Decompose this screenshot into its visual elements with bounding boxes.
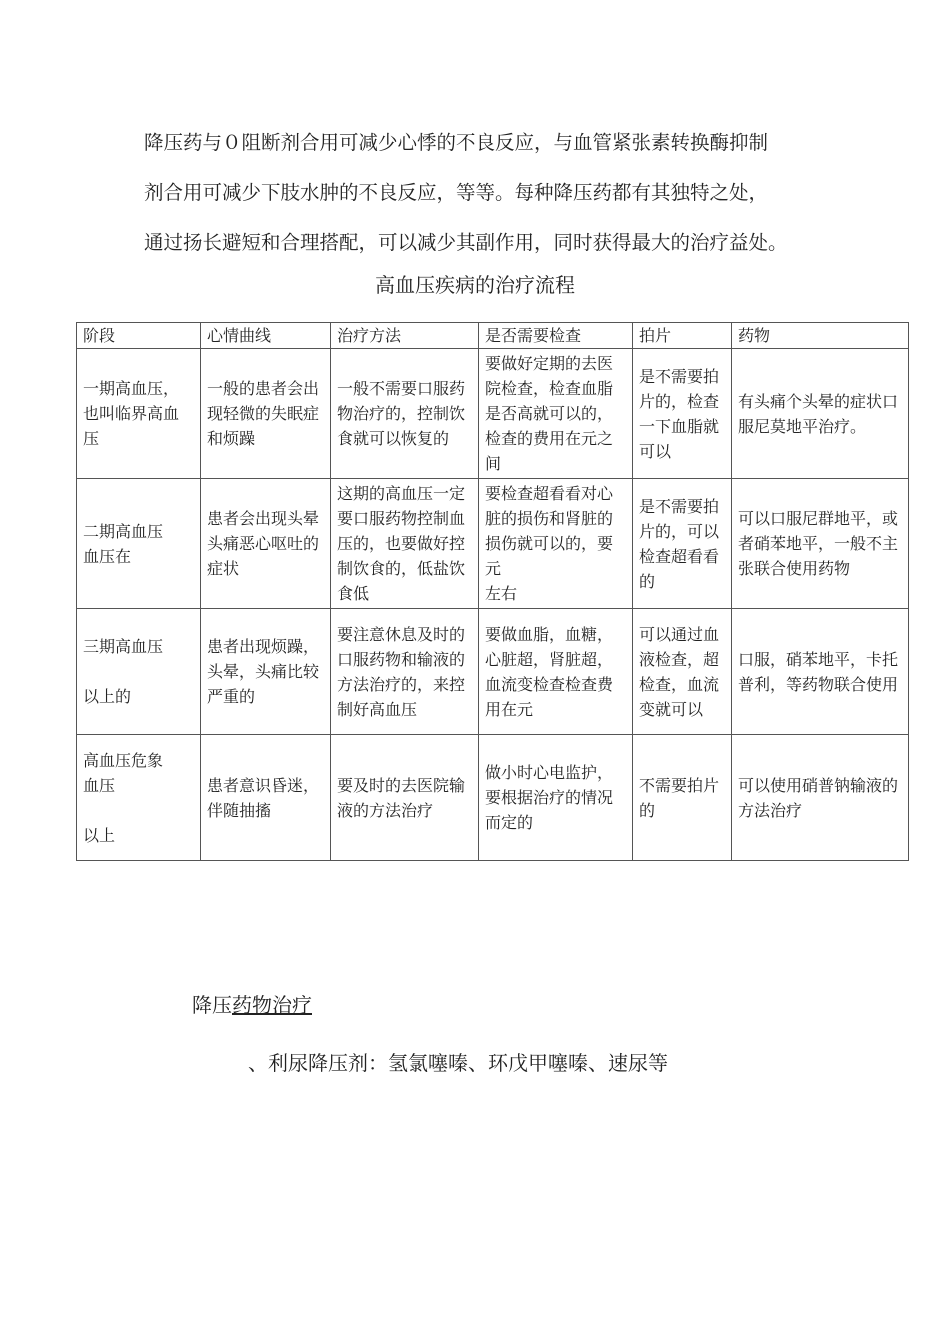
header-cell-medication: 药物: [732, 323, 909, 349]
section-heading-underlined: 药物治疗: [232, 993, 312, 1017]
section-heading-prefix: 降压: [192, 993, 232, 1017]
table-cell: 口服，硝苯地平，卡托普利，等药物联合使用: [732, 609, 909, 735]
table-cell: 二期高血压 血压在: [77, 479, 201, 609]
table-cell: 有头痛个头晕的症状口服尼莫地平治疗。: [732, 349, 909, 479]
table-header-row: [77, 323, 909, 349]
table-cell: 一般的患者会出现轻微的失眠症和烦躁: [201, 349, 331, 479]
treatment-flow-table: [76, 322, 909, 861]
table-row: [77, 349, 909, 479]
table-cell: 患者意识昏迷，伴随抽搐: [201, 735, 331, 861]
table-cell: 要做好定期的去医院检查，检查血脂是否高就可以的，检查的费用在元之间: [479, 349, 633, 479]
list-item: 、利尿降压剂：氢氯噻嗪、环戊甲噻嗪、速尿等: [248, 1051, 668, 1075]
table-title: 高血压疾病的治疗流程: [375, 273, 575, 297]
table-cell: 这期的高血压一定要口服药物控制血压的，也要做好控制饮食的，低盐饮食低: [331, 479, 479, 609]
table-cell: 可以口服尼群地平，或者硝苯地平，一般不主张联合使用药物: [732, 479, 909, 609]
table-cell: 不需要拍片的: [633, 735, 732, 861]
intro-line: 通过扬长避短和合理搭配，可以减少其副作用，同时获得最大的治疗益处。: [144, 231, 788, 254]
table-cell: 可以通过血液检查，超检查，血流变就可以: [633, 609, 732, 735]
table-cell: 一期高血压，也叫临界高血压: [77, 349, 201, 479]
header-cell-stage: 阶段: [77, 323, 201, 349]
header-cell-treatment: 治疗方法: [331, 323, 479, 349]
header-cell-mood: 心情曲线: [201, 323, 331, 349]
table-cell: 做小时心电监护，要根据治疗的情况而定的: [479, 735, 633, 861]
table-cell: 要做血脂，血糖，心脏超，肾脏超，血流变检查检查费用在元: [479, 609, 633, 735]
header-cell-checkup: 是否需要检查: [479, 323, 633, 349]
header-cell-xray: 拍片: [633, 323, 732, 349]
table-cell: 高血压危象 血压 以上: [77, 735, 201, 861]
table-row: [77, 735, 909, 861]
intro-line: 降压药与０阻断剂合用可减少心悸的不良反应，与血管紧张素转换酶抑制: [144, 131, 769, 154]
table-cell: 要检查超看看对心脏的损伤和肾脏的损伤就可以的，要元 左右: [479, 479, 633, 609]
table-cell: 患者会出现头晕头痛恶心呕吐的症状: [201, 479, 331, 609]
table-cell: 三期高血压 以上的: [77, 609, 201, 735]
intro-line: 剂合用可减少下肢水肿的不良反应，等等。每种降压药都有其独特之处，: [144, 181, 769, 204]
table-cell: 要注意休息及时的口服药物和输液的方法治疗的，来控制好高血压: [331, 609, 479, 735]
table-cell: 是不需要拍片的，检查一下血脂就可以: [633, 349, 732, 479]
table-cell: 是不需要拍片的，可以检查超看看的: [633, 479, 732, 609]
table-row: [77, 479, 909, 609]
intro-paragraph: [144, 118, 924, 268]
table-row: [77, 609, 909, 735]
table-cell: 可以使用硝普钠输液的方法治疗: [732, 735, 909, 861]
table-cell: 患者出现烦躁，头晕，头痛比较严重的: [201, 609, 331, 735]
table-cell: 要及时的去医院输液的方法治疗: [331, 735, 479, 861]
section-heading: [192, 990, 312, 1020]
table-cell: 一般不需要口服药物治疗的，控制饮食就可以恢复的: [331, 349, 479, 479]
